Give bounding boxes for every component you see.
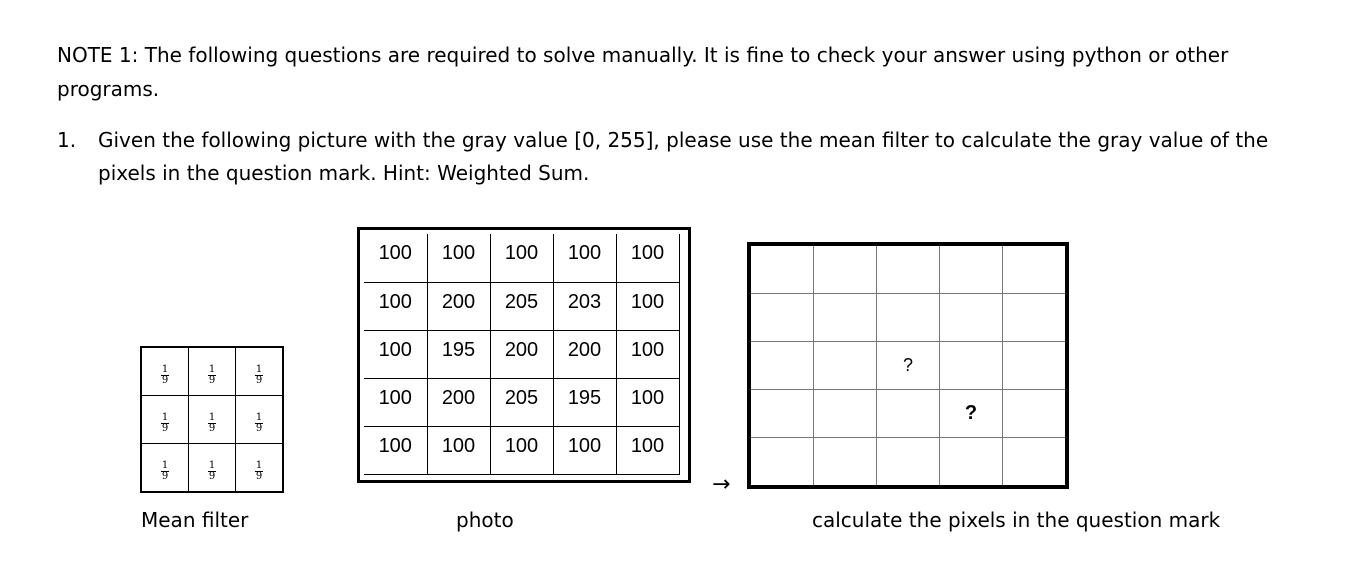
result-pixel <box>940 342 1003 390</box>
kernel-weight <box>208 461 216 482</box>
result-pixel <box>814 342 877 390</box>
result-pixel <box>877 438 940 488</box>
question-number: 1. <box>57 128 77 152</box>
photo-frame <box>357 227 691 483</box>
result-pixel <box>814 244 877 294</box>
kernel-cell <box>236 347 284 396</box>
result-unknown-pixel: ? <box>877 342 940 390</box>
result-pixel <box>940 294 1003 342</box>
kernel-cell <box>189 347 236 396</box>
kernel-row <box>141 444 283 493</box>
weight-denominator: 9 <box>208 423 216 434</box>
result-pixel <box>1003 390 1068 438</box>
photo-row <box>364 378 679 426</box>
photo-pixel: 203 <box>553 282 616 330</box>
weight-denominator: 9 <box>161 375 169 386</box>
weight-denominator: 9 <box>255 423 263 434</box>
photo-pixel: 205 <box>490 282 553 330</box>
photo-grid <box>364 234 680 475</box>
kernel-weight <box>161 461 169 482</box>
photo-caption: photo <box>456 508 514 532</box>
result-pixel <box>749 342 814 390</box>
photo-pixel: 100 <box>490 234 553 282</box>
result-pixel <box>814 438 877 488</box>
weight-denominator: 9 <box>255 375 263 386</box>
result-row <box>749 438 1067 488</box>
weight-numerator: 1 <box>208 412 216 423</box>
result-pixel <box>814 294 877 342</box>
result-pixel <box>1003 294 1068 342</box>
result-pixel <box>814 390 877 438</box>
kernel-cell <box>141 396 189 444</box>
kernel-row <box>141 347 283 396</box>
result-pixel <box>749 390 814 438</box>
photo-pixel: 195 <box>553 378 616 426</box>
kernel-weight <box>208 365 216 386</box>
kernel-cell <box>141 347 189 396</box>
weight-numerator: 1 <box>161 364 169 375</box>
kernel-row <box>141 396 283 444</box>
kernel-weight <box>161 365 169 386</box>
result-pixel <box>877 294 940 342</box>
photo-pixel: 100 <box>616 378 679 426</box>
photo-pixel: 100 <box>616 282 679 330</box>
result-grid <box>747 242 1069 489</box>
photo-pixel: 100 <box>364 282 427 330</box>
result-pixel <box>749 438 814 488</box>
weight-denominator: 9 <box>255 471 263 482</box>
photo-pixel: 200 <box>427 282 490 330</box>
result-pixel <box>940 438 1003 488</box>
kernel-weight <box>255 413 263 434</box>
mean-filter-kernel <box>140 346 284 493</box>
result-row <box>749 342 1067 390</box>
result-pixel <box>1003 244 1068 294</box>
weight-denominator: 9 <box>161 423 169 434</box>
weight-numerator: 1 <box>255 460 263 471</box>
kernel-cell <box>236 396 284 444</box>
kernel-cell <box>141 444 189 493</box>
mean-filter-caption: Mean filter <box>141 508 249 532</box>
photo-pixel: 100 <box>364 234 427 282</box>
result-pixel <box>877 390 940 438</box>
kernel-weight <box>208 413 216 434</box>
kernel-weight <box>161 413 169 434</box>
photo-pixel: 200 <box>553 330 616 378</box>
weight-numerator: 1 <box>161 460 169 471</box>
result-row <box>749 244 1067 294</box>
photo-pixel: 100 <box>364 378 427 426</box>
note-text: NOTE 1: The following questions are required to solve manually. It is fine to check your answer using python or other programs. <box>57 43 1229 101</box>
photo-pixel: 100 <box>616 234 679 282</box>
result-unknown-pixel: ? <box>940 390 1003 438</box>
arrow-right-icon: → <box>712 472 731 497</box>
photo-pixel: 100 <box>364 426 427 474</box>
result-row <box>749 294 1067 342</box>
result-pixel <box>749 294 814 342</box>
photo-row <box>364 426 679 474</box>
weight-denominator: 9 <box>208 375 216 386</box>
photo-pixel: 205 <box>490 378 553 426</box>
photo-row <box>364 330 679 378</box>
photo-pixel: 100 <box>616 426 679 474</box>
photo-pixel: 100 <box>427 426 490 474</box>
result-pixel <box>1003 438 1068 488</box>
photo-pixel: 100 <box>364 330 427 378</box>
weight-numerator: 1 <box>255 364 263 375</box>
kernel-cell <box>189 396 236 444</box>
photo-row <box>364 234 679 282</box>
photo-pixel: 100 <box>616 330 679 378</box>
weight-denominator: 9 <box>208 471 216 482</box>
photo-pixel: 200 <box>490 330 553 378</box>
result-pixel <box>877 244 940 294</box>
photo-pixel: 100 <box>490 426 553 474</box>
photo-pixel: 100 <box>553 426 616 474</box>
question-1 <box>57 124 1327 190</box>
photo-row <box>364 282 679 330</box>
kernel-weight <box>255 365 263 386</box>
weight-numerator: 1 <box>208 460 216 471</box>
weight-numerator: 1 <box>255 412 263 423</box>
result-pixel <box>749 244 814 294</box>
kernel-weight <box>255 461 263 482</box>
weight-denominator: 9 <box>161 471 169 482</box>
weight-numerator: 1 <box>208 364 216 375</box>
result-pixel <box>1003 342 1068 390</box>
result-row <box>749 390 1067 438</box>
weight-numerator: 1 <box>161 412 169 423</box>
photo-pixel: 100 <box>427 234 490 282</box>
photo-pixel: 100 <box>553 234 616 282</box>
kernel-cell <box>189 444 236 493</box>
photo-pixel: 200 <box>427 378 490 426</box>
result-pixel <box>940 244 1003 294</box>
question-text: Given the following picture with the gray value [0, 255], please use the mean filter to calculate the gray value of the pixels in the question mark. Hint: Weighted Sum. <box>98 128 1269 185</box>
kernel-cell <box>236 444 284 493</box>
result-caption: calculate the pixels in the question mark <box>812 508 1221 532</box>
photo-pixel: 195 <box>427 330 490 378</box>
